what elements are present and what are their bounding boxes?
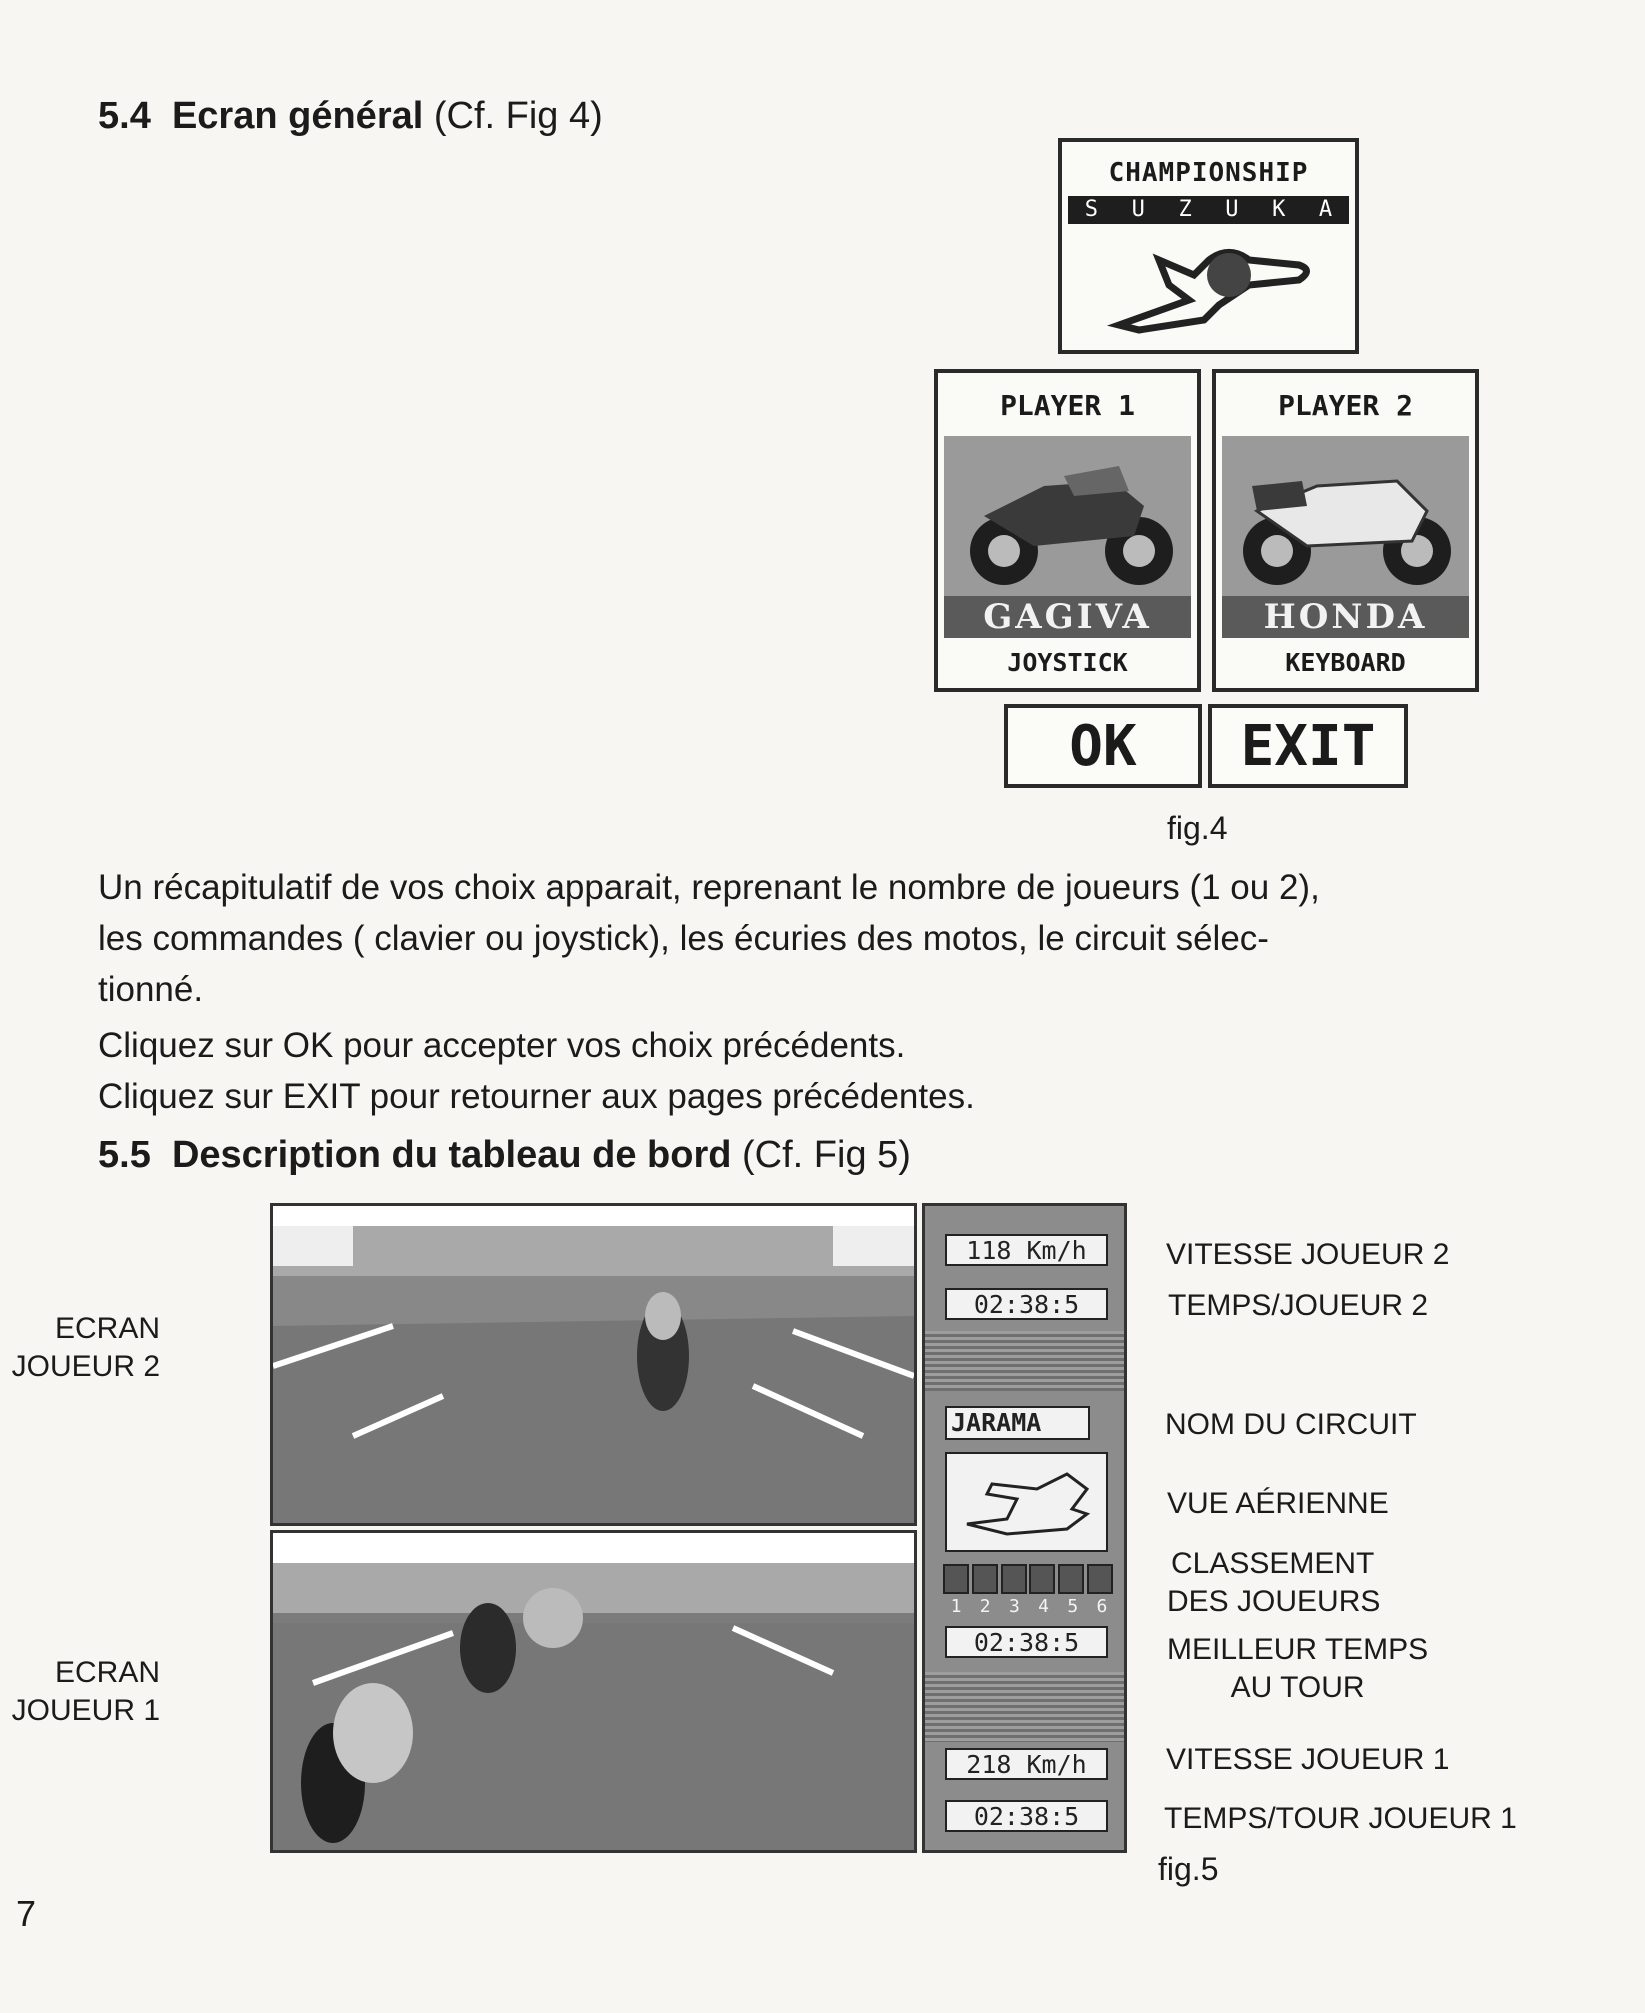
instructions-paragraph xyxy=(98,1020,1558,1122)
circuit-name-display: JARAMA xyxy=(945,1406,1090,1440)
aerial-map xyxy=(945,1452,1108,1552)
screen-label-line: ECRAN xyxy=(54,1656,160,1689)
section-ref: (Cf. Fig 5) xyxy=(742,1134,911,1176)
circuit-letter: U xyxy=(1225,197,1239,222)
rank-number: 4 xyxy=(1038,1596,1049,1617)
player1-bike-image xyxy=(944,436,1191,596)
player1-card[interactable] xyxy=(934,369,1201,692)
screen-label-line: JOUEUR 1 xyxy=(11,1694,160,1727)
motorcycle-icon xyxy=(944,436,1191,596)
screen2-label xyxy=(0,1310,160,1386)
player1-title: PLAYER 1 xyxy=(1000,389,1135,422)
fig4-caption: fig.4 xyxy=(1167,810,1228,846)
exit-instruction: Cliquez sur EXIT pour retourner aux pages précédentes. xyxy=(98,1077,975,1116)
player2-title: PLAYER 2 xyxy=(1278,389,1413,422)
panel-stripes xyxy=(925,1672,1124,1742)
player1-control: JOYSTICK xyxy=(1007,648,1128,677)
label-line: CLASSEMENT xyxy=(1171,1547,1375,1580)
rank-box xyxy=(943,1564,969,1594)
road-scene xyxy=(273,1533,914,1850)
label-line: MEILLEUR TEMPS xyxy=(1167,1633,1429,1666)
panel-stripes xyxy=(925,1331,1124,1391)
section-number: 5.4 xyxy=(98,95,151,137)
championship-card xyxy=(1058,138,1359,354)
player2-team: HONDA xyxy=(1222,596,1469,638)
player2-bike-image xyxy=(1222,436,1469,596)
ok-instruction: Cliquez sur OK pour accepter vos choix précédents. xyxy=(98,1026,906,1065)
label-best-lap xyxy=(1167,1631,1428,1707)
circuit-letter: U xyxy=(1131,197,1145,222)
screen1-label xyxy=(0,1654,160,1730)
label-speed1: VITESSE JOUEUR 1 xyxy=(1166,1743,1450,1776)
ranking-boxes xyxy=(943,1564,1113,1594)
rank-number: 6 xyxy=(1096,1596,1108,1617)
track-map-icon xyxy=(947,1454,1106,1550)
time1-display: 02:38:5 xyxy=(945,1800,1108,1832)
motorcycle-icon xyxy=(1222,436,1469,596)
championship-title: CHAMPIONSHIP xyxy=(1108,158,1309,188)
speed2-display: 118 Km/h xyxy=(945,1234,1108,1266)
circuit-letter: A xyxy=(1318,197,1333,222)
section-5-4-heading xyxy=(98,95,603,138)
ok-button[interactable]: OK xyxy=(1004,704,1202,788)
label-aerial: VUE AÉRIENNE xyxy=(1167,1487,1389,1520)
exit-button[interactable]: EXIT xyxy=(1208,704,1408,788)
player2-control: KEYBOARD xyxy=(1285,648,1406,677)
label-line: DES JOUEURS xyxy=(1167,1585,1381,1618)
section-number: 5.5 xyxy=(98,1134,151,1176)
section-5-5-heading xyxy=(98,1134,911,1177)
label-time1: TEMPS/TOUR JOUEUR 1 xyxy=(1164,1802,1517,1835)
player1-team: GAGIVA xyxy=(944,596,1191,638)
player1-screen xyxy=(270,1530,917,1853)
time2-display: 02:38:5 xyxy=(945,1288,1108,1320)
rank-number: 3 xyxy=(1008,1596,1020,1617)
label-time2: TEMPS/JOUEUR 2 xyxy=(1168,1289,1429,1322)
fig5-caption: fig.5 xyxy=(1158,1851,1219,1887)
section-title: Description du tableau de bord xyxy=(171,1134,732,1176)
recap-line: les commandes ( clavier ou joystick), les écuries des motos, le circuit sélec- xyxy=(98,919,1269,958)
dashboard-panel xyxy=(922,1203,1127,1853)
label-ranking xyxy=(1167,1545,1380,1621)
road-scene xyxy=(273,1206,914,1523)
page-number: 7 xyxy=(16,1893,37,1934)
label-line: AU TOUR xyxy=(1230,1671,1365,1704)
circuit-letter: K xyxy=(1272,197,1286,222)
recap-line: tionné. xyxy=(98,970,204,1009)
player2-screen xyxy=(270,1203,917,1526)
section-ref: (Cf. Fig 4) xyxy=(433,95,603,137)
circuit-letter: S xyxy=(1084,197,1099,222)
speed1-display: 218 Km/h xyxy=(945,1748,1108,1780)
recap-paragraph xyxy=(98,862,1558,1015)
screen-label-line: JOUEUR 2 xyxy=(11,1350,160,1383)
rank-number: 2 xyxy=(979,1596,991,1617)
rank-box xyxy=(1058,1564,1084,1594)
circuit-letter: Z xyxy=(1178,197,1192,222)
recap-line: Un récapitulatif de vos choix apparait, reprenant le nombre de joueurs (1 ou 2), xyxy=(98,868,1320,907)
screen-label-line: ECRAN xyxy=(54,1312,160,1345)
label-circuit: NOM DU CIRCUIT xyxy=(1165,1408,1417,1441)
rank-box xyxy=(1029,1564,1055,1594)
player2-card[interactable] xyxy=(1212,369,1479,692)
rank-numbers xyxy=(943,1596,1115,1617)
rank-box xyxy=(1001,1564,1027,1594)
circuit-map-icon xyxy=(1099,230,1319,340)
section-title: Ecran général xyxy=(171,95,424,137)
rank-box xyxy=(972,1564,998,1594)
rank-box xyxy=(1087,1564,1113,1594)
best-lap-display: 02:38:5 xyxy=(945,1626,1108,1658)
label-speed2: VITESSE JOUEUR 2 xyxy=(1166,1238,1450,1271)
rank-number: 1 xyxy=(950,1596,962,1617)
circuit-name-bar xyxy=(1068,196,1349,224)
rank-number: 5 xyxy=(1067,1596,1079,1617)
